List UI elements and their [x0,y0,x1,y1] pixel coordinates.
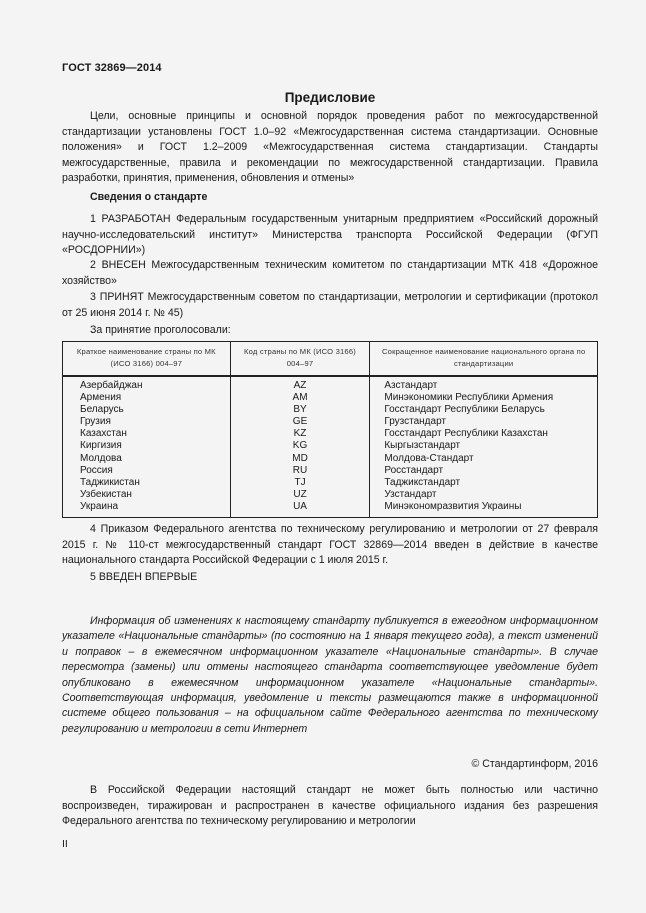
cell-code: BY [230,404,370,416]
table-row [63,440,598,452]
table-row [63,465,598,477]
item-3-text: 3 ПРИНЯТ Межгосударственным советом по стандартизации, метрологии и сертификации (протокол от 25 июня 2014 г. № 45) [62,291,598,319]
cell-code: RU [230,465,370,477]
intro-text: Цели, основные принципы и основной порядок проведения работ по межгосударственной стандартизации установлены ГОСТ 1.0–92 «Межгосударственная система стандартизации. Основные положения» и ГОСТ 1.2–2009 «Межгосударственная система стандартизации. Стандарты межгосударственные, правила и рекомендации по межгосударственной стандартизации. Правила разработки, принятия, применения, обновления и отмены» [62,110,598,185]
cell-code: UZ [230,489,370,501]
item-5 [62,570,598,586]
voted-label: За принятие проголосовали: [90,324,231,336]
notice-text: Информация об изменениях к настоящему стандарту публикуется в ежегодном информационном указателе «Национальные стандарты» (по состоянию на 1 января текущего года), а текст изменений и поправок – в ежемесячном информационном указателе «Национальные стандарты». В случае пересмотра (замены) или отмены настоящего стандарта соответствующее уведомление будет опубликовано в ежемесячном информационном указателе «Национальные стандарты». Соответствующая информация, уведомление и тексты размещаются также в информационной системе общего пользования – на официальном сайте Федерального агентства по техническому регулированию и метрологии в сети Интернет [62,615,598,735]
table-row [63,376,598,392]
cell-body: Азстандарт [370,376,598,392]
cell-body: Госстандарт Республики Беларусь [370,404,598,416]
table-row [63,428,598,440]
doc-code-header: ГОСТ 32869—2014 [62,62,162,74]
cell-code: AM [230,392,370,404]
cell-country: Молдова [63,453,231,465]
cell-body: Минэкономики Республики Армения [370,392,598,404]
cell-code: AZ [230,376,370,392]
table-row [63,392,598,404]
cell-country: Киргизия [63,440,231,452]
cell-code: UA [230,501,370,518]
cell-body: Кыргызстандарт [370,440,598,452]
cell-country: Беларусь [63,404,231,416]
voting-table-wrap [62,341,598,518]
info-heading: Сведения о стандарте [90,191,208,203]
table-header-row [63,342,598,377]
table-row [63,489,598,501]
table-row [63,404,598,416]
cell-country: Азербайджан [63,376,231,392]
table-row [63,416,598,428]
col-header-body: Сокращенное наименование национального органа по стандартизации [370,342,598,377]
table-row [63,477,598,489]
item-4 [62,522,598,569]
cell-body: Грузстандарт [370,416,598,428]
cell-country: Россия [63,465,231,477]
cell-code: TJ [230,477,370,489]
item-2 [62,258,598,289]
cell-country: Казахстан [63,428,231,440]
table-row [63,453,598,465]
cell-country: Армения [63,392,231,404]
cell-code: KG [230,440,370,452]
cell-country: Узбекистан [63,489,231,501]
info-heading-block [62,190,598,206]
item-1 [62,212,598,259]
intro-paragraph [62,109,598,187]
copyright-block [62,757,598,773]
cell-code: GE [230,416,370,428]
cell-body: Минэкономразвития Украины [370,501,598,518]
cell-body: Молдова-Стандарт [370,453,598,465]
item-3 [62,290,598,321]
cell-body: Таджикстандарт [370,477,598,489]
voted-label-block [62,323,598,339]
cell-body: Узстандарт [370,489,598,501]
page-title: Предисловие [284,90,376,105]
item-4-text: 4 Приказом Федерального агентства по техническому регулированию и метрологии от 27 февраля 2015 г. № 110-ст межгосударственный стандарт ГОСТ 32869—2014 введен в действие в качестве национального стандарта Российской Федерации с 1 июля 2015 г. [62,523,598,567]
item-2-text: 2 ВНЕСЕН Межгосударственным техническим комитетом по стандартизации МТК 418 «Дорожное хозяйство» [62,259,598,287]
page-number: II [62,838,68,850]
cell-country: Украина [63,501,231,518]
item-1-text: 1 РАЗРАБОТАН Федеральным государственным унитарным предприятием «Российский дорожный научно-исследовательский институт» Министерства транспорта Российской Федерации (ФГУП «РОСДОРНИИ») [62,213,598,257]
col-header-code: Код страны по МК (ИСО 3166) 004–97 [230,342,370,377]
copyright-text: © Стандартинформ, 2016 [471,758,598,770]
cell-body: Госстандарт Республики Казахстан [370,428,598,440]
cell-code: KZ [230,428,370,440]
cell-country: Таджикистан [63,477,231,489]
item-5-text: 5 ВВЕДЕН ВПЕРВЫЕ [90,571,198,583]
rights-text: В Российской Федерации настоящий стандарт не может быть полностью или частично воспроизведен, тиражирован и распространен в качестве официального издания без разрешения Федерального агентства по техническому регулированию и метрологии [62,784,598,828]
cell-body: Росстандарт [370,465,598,477]
cell-code: MD [230,453,370,465]
notice-block [62,614,598,737]
voting-table [62,341,598,518]
rights-block [62,783,598,830]
table-row [63,501,598,518]
col-header-country: Краткое наименование страны по МК (ИСО 3166) 004–97 [63,342,231,377]
cell-country: Грузия [63,416,231,428]
